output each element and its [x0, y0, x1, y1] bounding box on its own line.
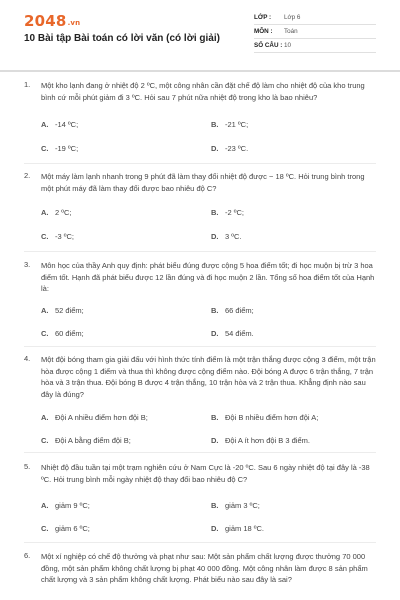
question-text: Một máy làm lạnh nhanh trong 9 phút đã làm thay đổi nhiệt độ được − 18 ºC. Hỏi trung bình trong một phút máy đã làm thay đổi được bao nhiêu độ C?	[41, 172, 365, 193]
option-c[interactable]: C. giảm 6 ºC;	[41, 524, 90, 533]
meta-value: 10	[284, 42, 292, 49]
question-text: Một đội bóng tham gia giải đấu với hình thức tính điểm là một trận thắng được cộng 3 điểm, một trận hòa được cộng 1 điểm và thua thì không được cộng điểm nào. Đội bóng A được 6 trận thắng, 7 trận hòa và 3 trận thua. Đội bóng B được 4 trận thắng, 10 trận hòa và 2 trận thua. Khẳng định nào sau đây là đúng?	[41, 355, 376, 399]
meta-table	[254, 11, 376, 53]
option-a[interactable]: A. Đội A nhiều điểm hơn đội B;	[41, 413, 148, 422]
option-c[interactable]: C. Đội A bằng điểm đội B;	[41, 436, 131, 445]
option-b[interactable]: B. 66 điểm;	[211, 306, 254, 315]
option-d[interactable]: D. Đội A ít hơn đội B 3 điểm.	[211, 436, 310, 445]
meta-row-grade	[254, 11, 376, 25]
question-divider	[24, 163, 376, 164]
question-text: Một xí nghiệp có chế độ thưởng và phạt như sau: Một sản phẩm chất lượng được thưởng 70 000 đồng, một sản phẩm không chất lượng bị phạt 40 000 đồng. Một công nhân làm được 8 sản phẩm chất lượng và 3 sản phẩm không chất lượng. Phát biểu nào sau đây là sai?	[41, 552, 368, 584]
option-d[interactable]: D. 54 điểm.	[211, 329, 254, 338]
meta-key: SỐ CÂU :	[254, 42, 283, 49]
question-text: Môn học của thầy Anh quy định: phát biểu đúng được cộng 5 hoa điểm tốt; đi học muộn bị trừ 3 hoa điểm tốt. Hạnh đã phát biểu được 12 lần đúng và đi học muộn 2 lần. Tổng số hoa điểm tốt của Hạnh là:	[41, 261, 375, 293]
question-divider	[24, 452, 376, 453]
question-number: 6.	[24, 551, 31, 560]
option-c[interactable]: C. 60 điểm;	[41, 329, 84, 338]
site-logo[interactable]: 2048.vn	[24, 12, 81, 30]
question-number: 4.	[24, 354, 31, 363]
page-header	[0, 0, 400, 64]
option-a[interactable]: A. giảm 9 ºC;	[41, 501, 90, 510]
question-divider	[24, 542, 376, 543]
option-d[interactable]: D. -23 ºC.	[211, 144, 249, 153]
meta-key: MÔN :	[254, 28, 273, 35]
option-d[interactable]: D. 3 ºC.	[211, 232, 242, 241]
question-text: Nhiệt độ đầu tuần tại một trạm nghiên cứu ở Nam Cực là -20 ºC. Sau 6 ngày nhiệt độ tại đây là -38 ºC. Hỏi trung bình mỗi ngày nhiệt độ thay đổi bao nhiêu độ C?	[41, 463, 370, 484]
option-c[interactable]: C. -3 ºC;	[41, 232, 74, 241]
page-title: 10 Bài tập Bài toán có lời văn (có lời giải)	[24, 33, 220, 44]
question-number: 2.	[24, 171, 31, 180]
option-a[interactable]: A. 52 điểm;	[41, 306, 84, 315]
meta-row-subject	[254, 25, 376, 39]
option-b[interactable]: B. -2 ºC;	[211, 208, 244, 217]
meta-row-count	[254, 39, 376, 53]
option-b[interactable]: B. Đội B nhiều điểm hơn đội A;	[211, 413, 319, 422]
question-number: 5.	[24, 462, 31, 471]
option-b[interactable]: B. -21 ºC;	[211, 120, 249, 129]
option-a[interactable]: A. -14 ºC;	[41, 120, 79, 129]
question-divider	[24, 346, 376, 347]
question-text: Một kho lạnh đang ở nhiệt độ 2 ºC, một công nhân cần đặt chế độ làm cho nhiệt độ của kho trung bình cứ mỗi phút giảm đi 3 ºC. Hỏi sau 7 phút nữa nhiệt độ trong kho là bao nhiêu?	[41, 81, 365, 102]
question-number: 3.	[24, 260, 31, 269]
meta-key: LỚP :	[254, 14, 272, 21]
meta-value: Lớp 6	[284, 14, 301, 21]
question-number: 1.	[24, 80, 31, 89]
question-divider	[24, 251, 376, 252]
option-d[interactable]: D. giảm 18 ºC.	[211, 524, 265, 533]
header-divider	[0, 70, 400, 72]
option-b[interactable]: B. giảm 3 ºC;	[211, 501, 260, 510]
option-c[interactable]: C. -19 ºC;	[41, 144, 79, 153]
meta-value: Toán	[284, 28, 298, 35]
option-a[interactable]: A. 2 ºC;	[41, 208, 72, 217]
